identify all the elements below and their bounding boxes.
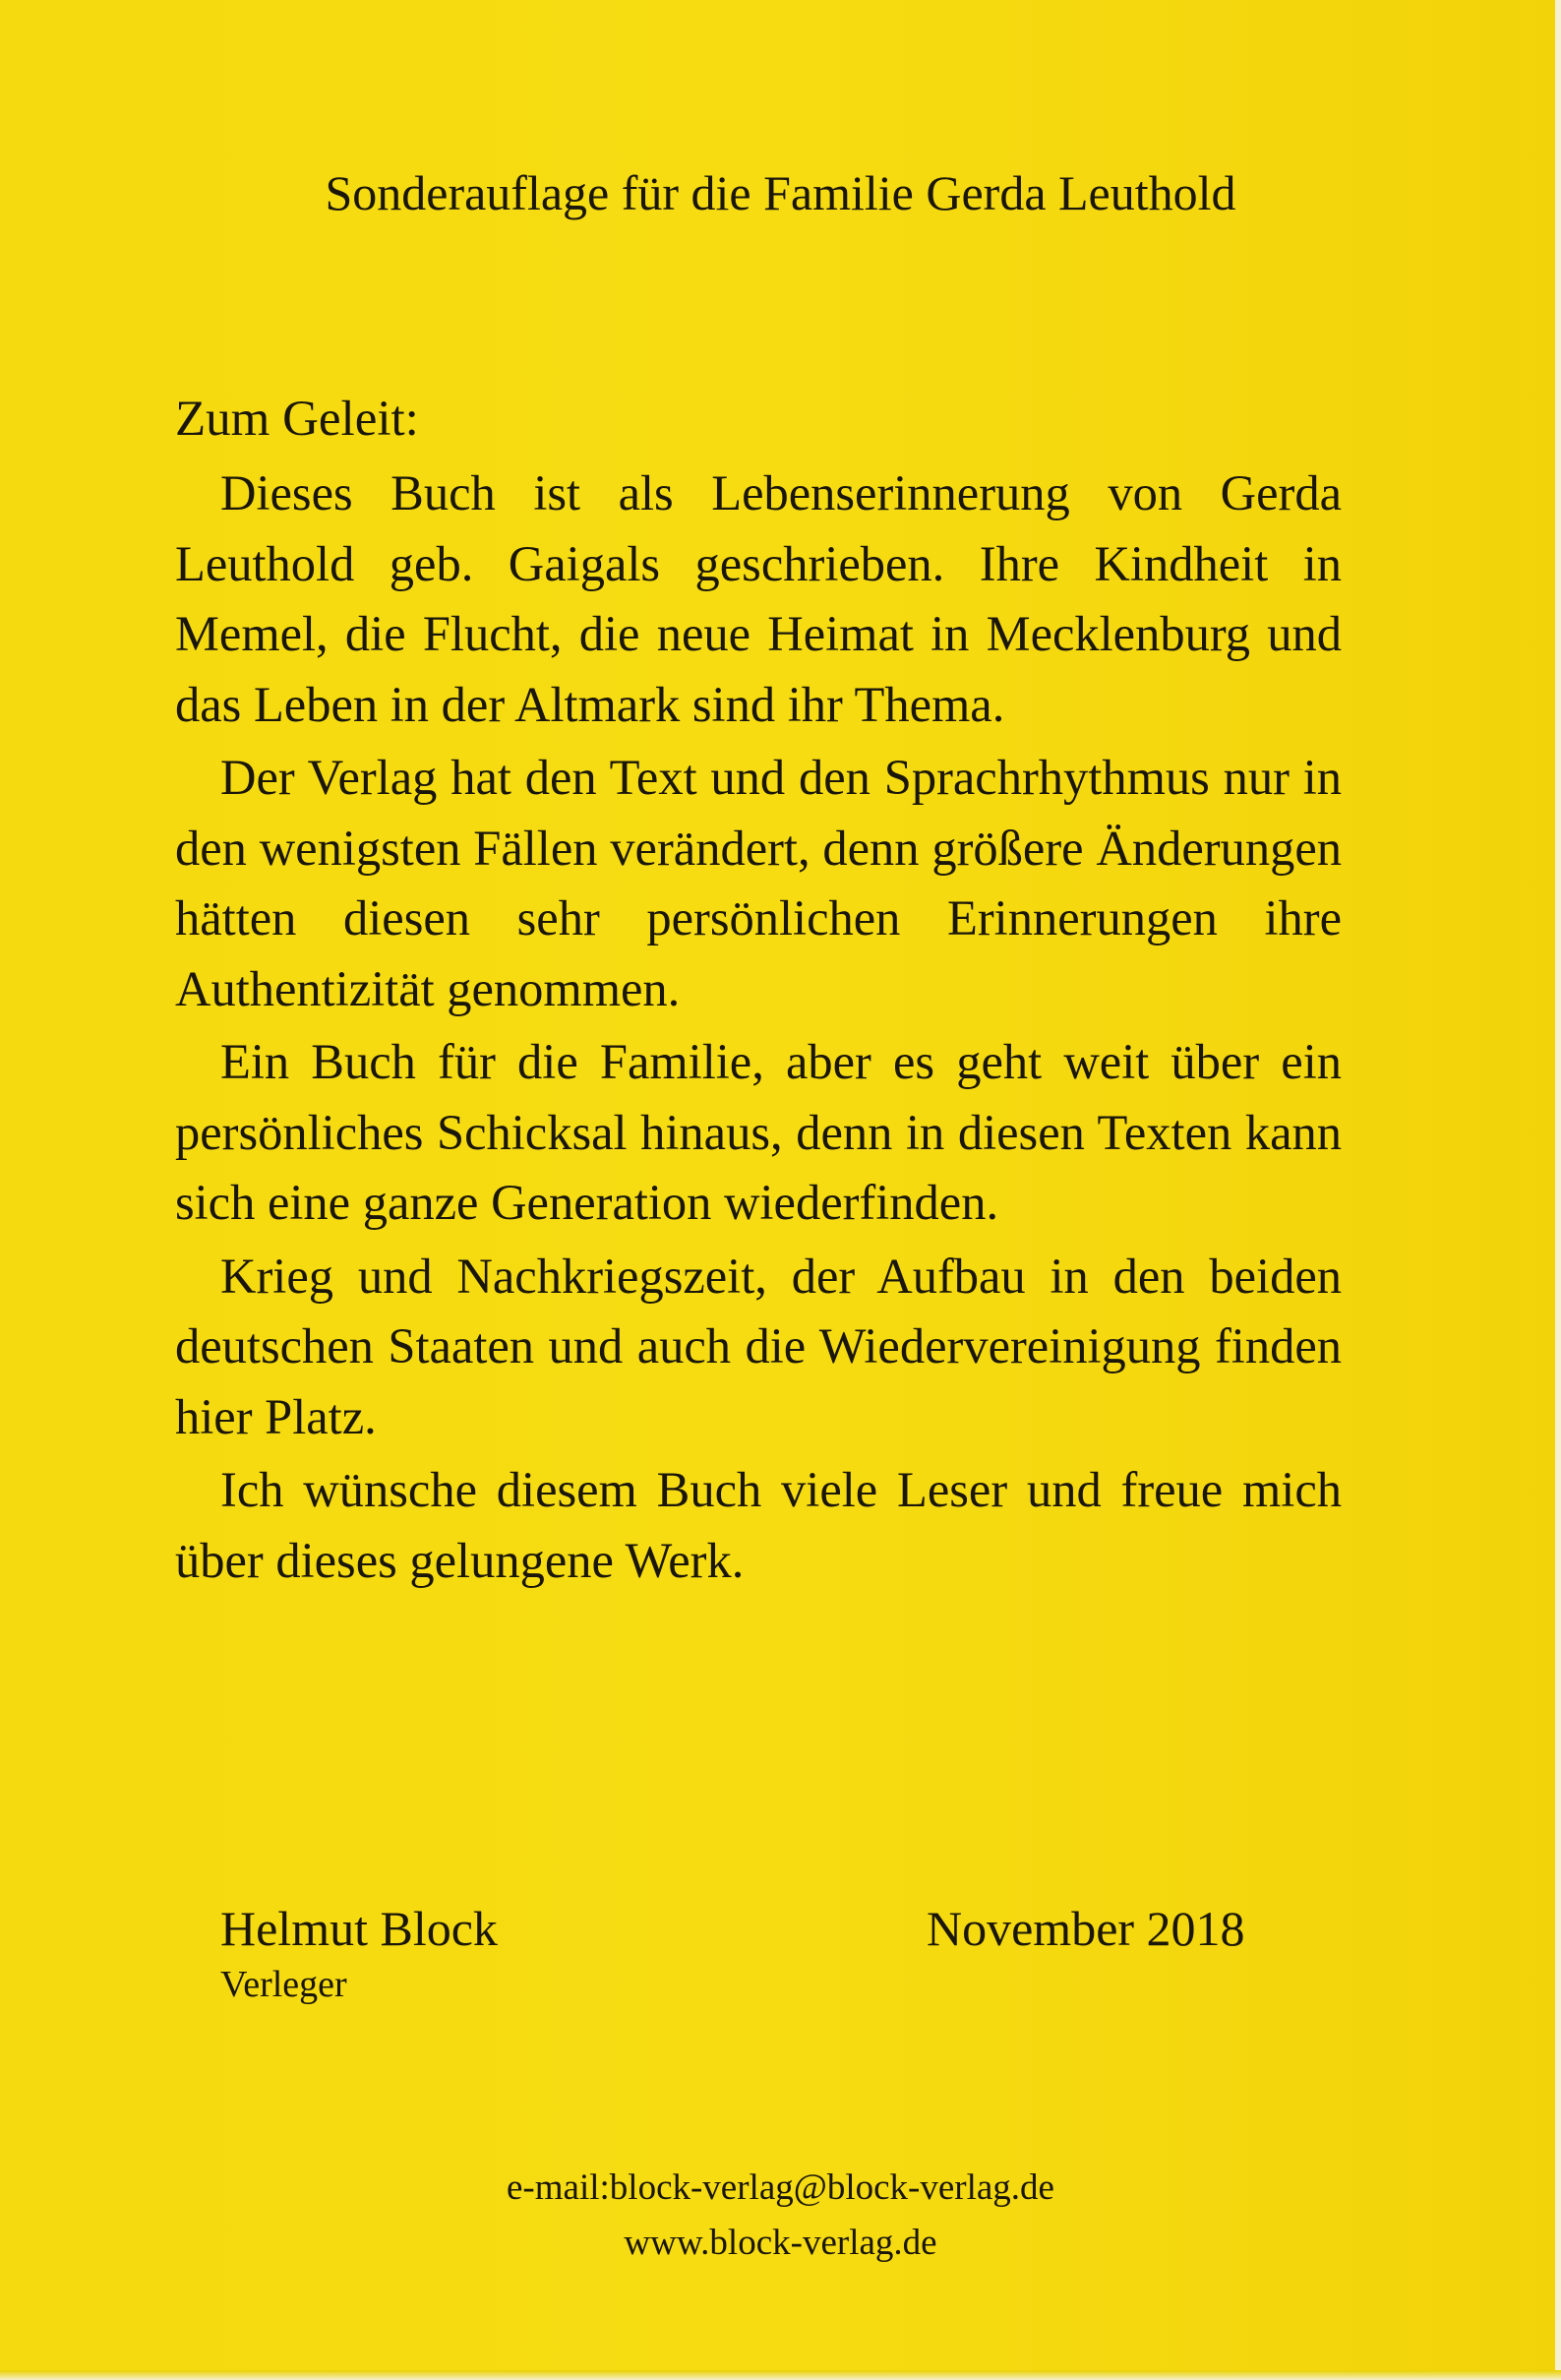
contact-block [0, 2161, 1561, 2271]
publisher-role: Verleger [220, 1964, 347, 2005]
foreword-heading: Zum Geleit: [175, 392, 419, 447]
foreword-paragraph-4: Krieg und Nachkriegszeit, der Aufbau in den beiden deutschen Staaten und auch die Wiedervereinigung finden hier Platz. [175, 1248, 1342, 1444]
publisher-name: Helmut Block [220, 1901, 498, 1956]
page-edge-right [1555, 0, 1561, 2380]
foreword-paragraph-3: Ein Buch für die Familie, aber es geht weit über ein persönliches Schicksal hinaus, denn in diesen Texten kann sich eine ganze Generation wiederfinden. [175, 1034, 1342, 1230]
signature-date: November 2018 [927, 1901, 1245, 1956]
edition-note: Sonderauflage für die Familie Gerda Leuthold [325, 165, 1236, 220]
foreword-paragraph-5: Ich wünsche diesem Buch viele Leser und freue mich über dieses gelungene Werk. [175, 1462, 1342, 1588]
email-address: e-mail:block-verlag@block-verlag.de [507, 2167, 1054, 2208]
foreword-paragraph-1: Dieses Buch ist als Lebenserinnerung von Gerda Leuthold geb. Gaigals geschrieben. Ihre Kindheit in Memel, die Flucht, die neue Heimat in Mecklenburg und das Leben in der Altmark sind ihr Thema. [175, 465, 1342, 732]
website-address: www.block-verlag.de [624, 2223, 937, 2263]
foreword-section [175, 382, 1342, 1599]
foreword-paragraph-2: Der Verlag hat den Text und den Sprachrhythmus nur in den wenigsten Fällen verändert, denn größere Änderungen hätten diesen sehr persönlichen Erinnerungen ihre Authentizität genommen. [175, 750, 1342, 1016]
page-edge-bottom [0, 2370, 1561, 2380]
signature-block [220, 1894, 1302, 2032]
